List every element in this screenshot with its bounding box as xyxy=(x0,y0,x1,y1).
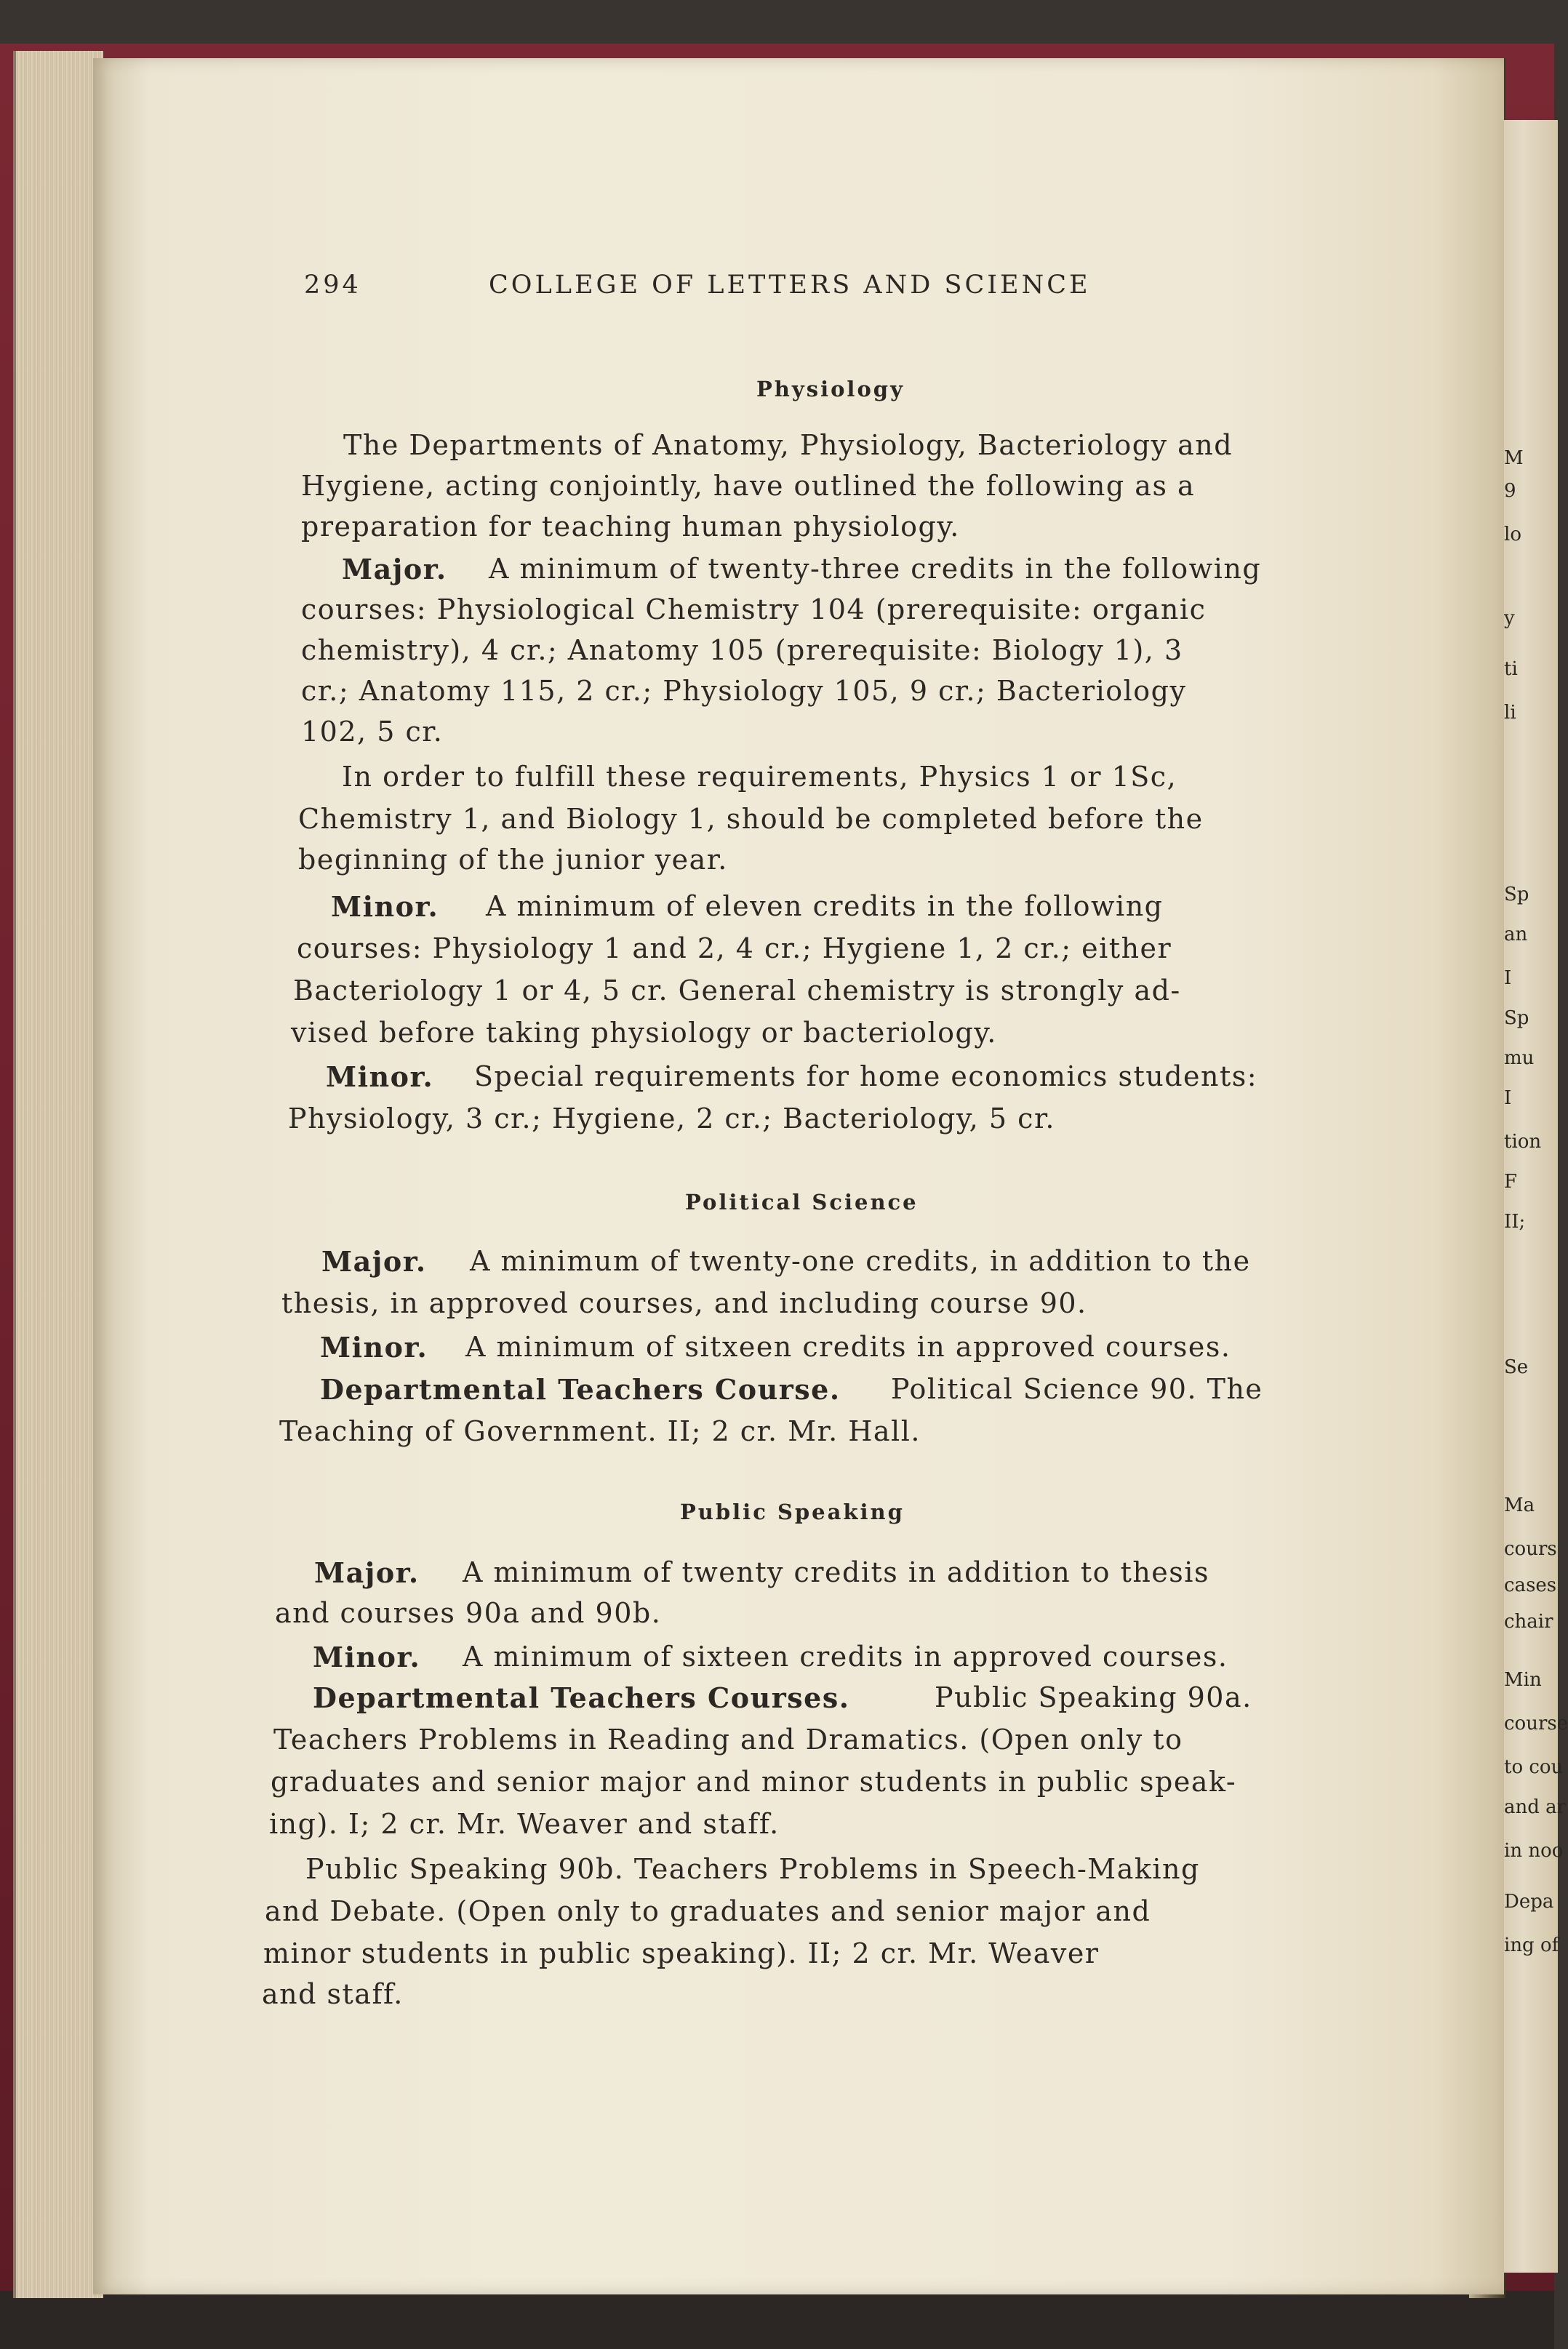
paragraph-line: A minimum of twenty credits in addition to thesis xyxy=(463,1556,1209,1588)
facing-page-fragment: an xyxy=(1504,924,1528,945)
paragraph-line: minor students in public speaking). II; 2 cr. Mr. Weaver xyxy=(263,1937,1100,1969)
facing-page-fragment: Min xyxy=(1504,1669,1542,1691)
facing-page-fragment: Ma xyxy=(1504,1494,1535,1516)
section-heading-physiology: Physiology xyxy=(756,377,905,401)
paragraph-line: preparation for teaching human physiology. xyxy=(301,511,960,543)
facing-page-fragment: y xyxy=(1504,607,1515,629)
paragraph-line: A minimum of twenty-one credits, in addition to the xyxy=(470,1245,1251,1277)
paragraph-line: The Departments of Anatomy, Physiology, Bacteriology and xyxy=(343,429,1233,461)
paragraph-line: Hygiene, acting conjointly, have outlined the following as a xyxy=(301,470,1196,502)
paragraph-line: and Debate. (Open only to graduates and senior major and xyxy=(265,1895,1151,1927)
paragraph-line: Public Speaking 90a. xyxy=(935,1681,1252,1713)
facing-page-fragment: ing of xyxy=(1504,1934,1559,1956)
facing-page-fragment: M xyxy=(1504,447,1524,469)
facing-page-fragment: lo xyxy=(1504,524,1521,545)
facing-page-fragment: in noo xyxy=(1504,1840,1564,1862)
paragraph-line: and staff. xyxy=(262,1978,404,2010)
facing-page-fragment: cours xyxy=(1504,1538,1557,1560)
section-heading-political-science: Political Science xyxy=(685,1190,919,1214)
minor-label: Minor. xyxy=(331,890,439,923)
paragraph-line: Teachers Problems in Reading and Dramatics. (Open only to xyxy=(273,1724,1183,1756)
facing-page-fragment: F xyxy=(1504,1171,1518,1193)
facing-page-fragment: I xyxy=(1504,1087,1512,1109)
paragraph-line: courses: Physiological Chemistry 104 (prerequisite: organic xyxy=(301,593,1207,625)
paragraph-line: 102, 5 cr. xyxy=(301,716,444,748)
facing-page-fragment: 9 xyxy=(1504,480,1516,502)
major-label: Major. xyxy=(314,1556,420,1589)
page-number: 294 xyxy=(304,271,361,300)
paragraph-line: chemistry), 4 cr.; Anatomy 105 (prerequisite: Biology 1), 3 xyxy=(301,634,1183,666)
facing-page-fragment: tion xyxy=(1504,1131,1542,1153)
paragraph-line: Physiology, 3 cr.; Hygiene, 2 cr.; Bacteriology, 5 cr. xyxy=(288,1103,1056,1135)
facing-page-fragment: course xyxy=(1504,1713,1568,1734)
facing-page-fragment: ti xyxy=(1504,658,1518,680)
facing-page-fragment: Depa xyxy=(1504,1891,1554,1913)
facing-page-fragment: cases xyxy=(1504,1574,1557,1596)
paragraph-line: graduates and senior major and minor students in public speak- xyxy=(271,1766,1237,1798)
paragraph-line: Special requirements for home economics students: xyxy=(474,1060,1258,1092)
paragraph-line: Political Science 90. The xyxy=(891,1373,1263,1405)
departmental-course-label: Departmental Teachers Course. xyxy=(320,1373,841,1406)
facing-page xyxy=(1500,120,1568,2273)
paragraph-line: vised before taking physiology or bacteriology. xyxy=(291,1017,997,1049)
paragraph-line: A minimum of sitxeen credits in approved courses. xyxy=(465,1331,1231,1363)
facing-page-fragment: chair xyxy=(1504,1611,1553,1633)
minor-label: Minor. xyxy=(326,1060,434,1093)
facing-page-fragment: Se xyxy=(1504,1356,1529,1378)
facing-page-fragment: I xyxy=(1504,967,1512,989)
facing-page-fragment: II; xyxy=(1504,1211,1526,1233)
minor-label: Minor. xyxy=(320,1331,428,1364)
paragraph-line: A minimum of eleven credits in the following xyxy=(486,890,1164,922)
paragraph-line: Public Speaking 90b. Teachers Problems in Speech-Making xyxy=(305,1853,1200,1885)
facing-page-fragment: li xyxy=(1504,702,1516,724)
page-edge-stack xyxy=(13,51,103,2298)
paragraph-line: courses: Physiology 1 and 2, 4 cr.; Hygiene 1, 2 cr.; either xyxy=(297,932,1172,964)
paragraph-line: Teaching of Government. II; 2 cr. Mr. Hall. xyxy=(279,1415,921,1447)
paragraph-line: beginning of the junior year. xyxy=(298,844,728,876)
facing-page-fragment: and ar xyxy=(1504,1796,1567,1818)
departmental-course-label: Departmental Teachers Courses. xyxy=(313,1681,850,1714)
section-heading-public-speaking: Public Speaking xyxy=(680,1500,905,1524)
paragraph-line: Bacteriology 1 or 4, 5 cr. General chemistry is strongly ad- xyxy=(293,975,1181,1007)
facing-page-fragment: Sp xyxy=(1504,1007,1529,1029)
paragraph-line: ing). I; 2 cr. Mr. Weaver and staff. xyxy=(269,1808,780,1840)
facing-page-fragment: Sp xyxy=(1504,884,1529,905)
minor-label: Minor. xyxy=(313,1641,421,1673)
facing-page-fragment: mu xyxy=(1504,1047,1535,1069)
background-surface xyxy=(0,2291,1554,2349)
major-label: Major. xyxy=(321,1245,427,1278)
paragraph-line: In order to fulfill these requirements, Physics 1 or 1Sc, xyxy=(342,761,1177,793)
running-head-title: COLLEGE OF LETTERS AND SCIENCE xyxy=(489,271,1091,300)
facing-page-fragment: to cou xyxy=(1504,1756,1564,1778)
paragraph-line: Chemistry 1, and Biology 1, should be completed before the xyxy=(298,803,1204,835)
paragraph-line: A minimum of sixteen credits in approved courses. xyxy=(463,1641,1228,1673)
paragraph-line: A minimum of twenty-three credits in the following xyxy=(489,553,1262,585)
major-label: Major. xyxy=(342,553,447,585)
paragraph-line: cr.; Anatomy 115, 2 cr.; Physiology 105, 9 cr.; Bacteriology xyxy=(301,675,1187,707)
paragraph-line: thesis, in approved courses, and including course 90. xyxy=(281,1287,1087,1319)
paragraph-line: and courses 90a and 90b. xyxy=(275,1597,662,1629)
